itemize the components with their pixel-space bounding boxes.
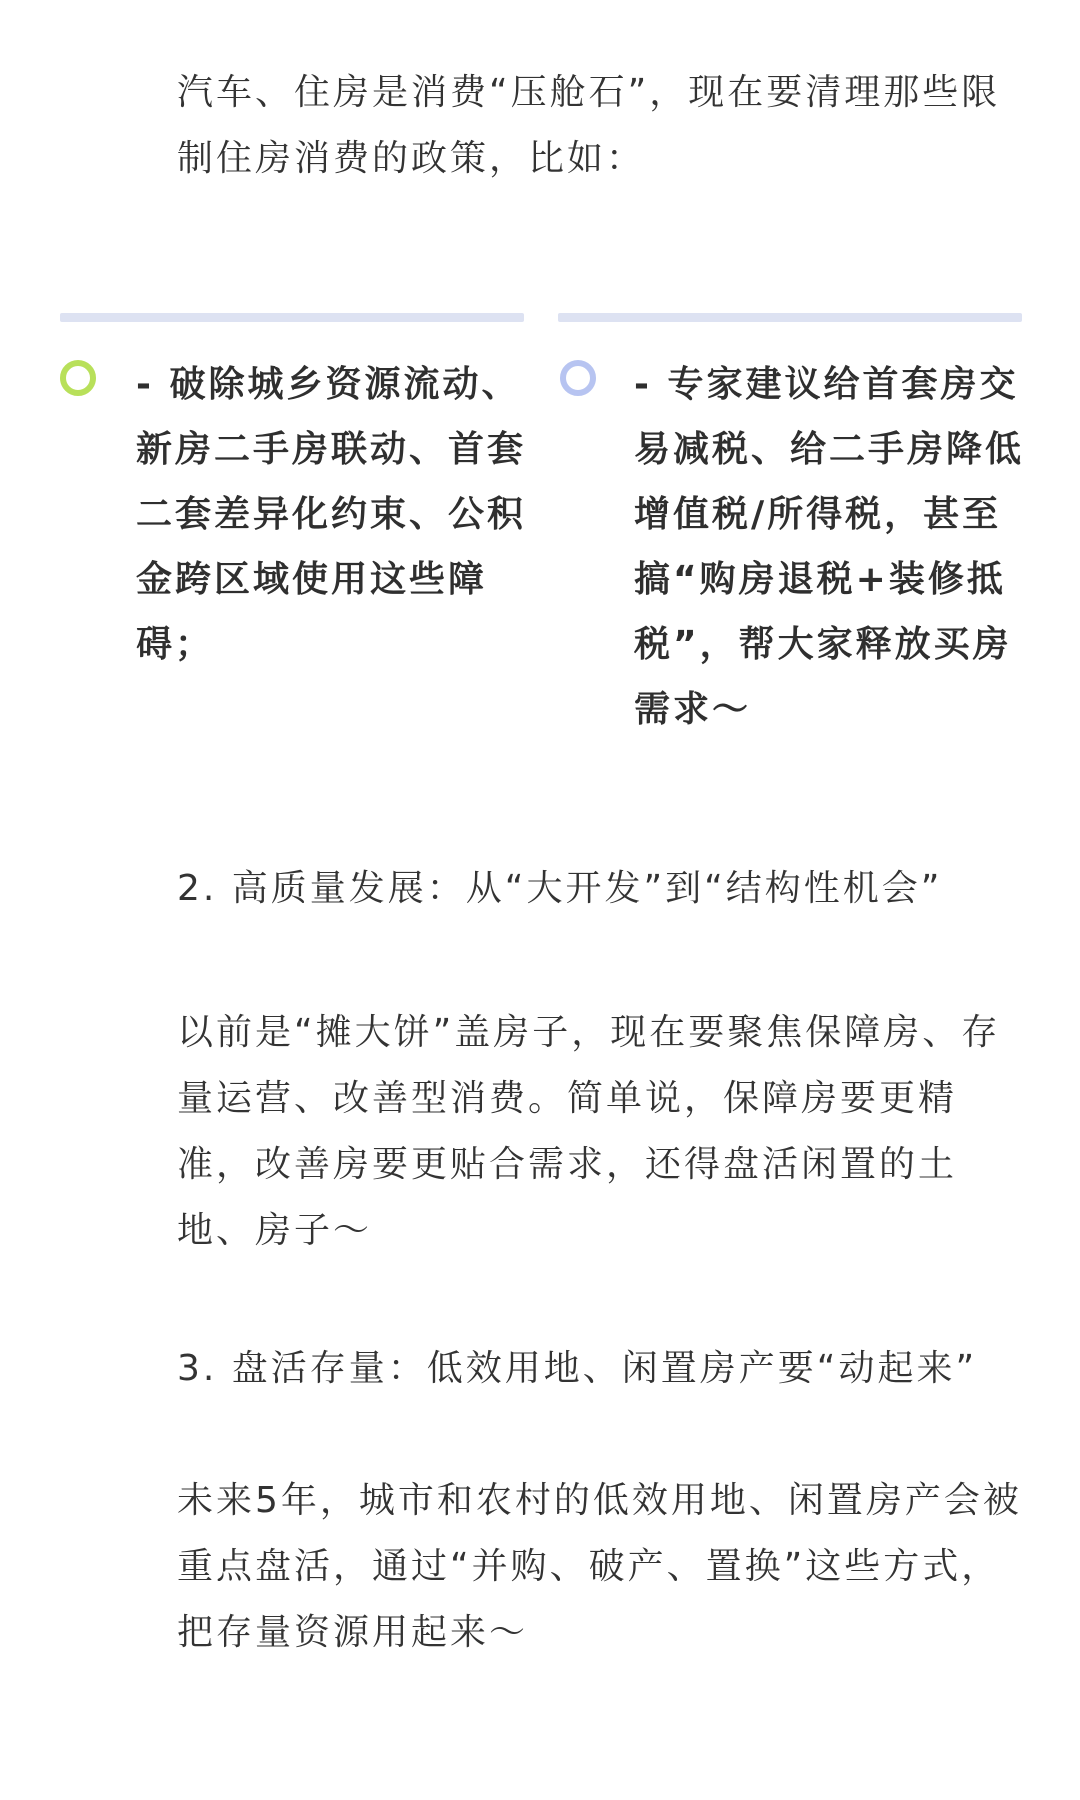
circle-bullet-icon [60, 360, 96, 396]
section-3-paragraph: 未来5年，城市和农村的低效用地、闲置房产会被重点盘活，通过“并购、破产、置换”这些方式，把存量资源用起来～ [177, 1480, 1022, 1653]
section-2-heading: 2. 高质量发展：从“大开发”到“结构性机会” [177, 868, 943, 909]
right-column-divider [558, 313, 1022, 322]
section-2-paragraph: 以前是“摊大饼”盖房子，现在要聚焦保障房、存量运营、改善型消费。简单说，保障房要更精准，改善房要更贴合需求，还得盘活闲置的土地、房子～ [177, 1012, 1001, 1251]
section-3-heading: 3. 盘活存量：低效用地、闲置房产要“动起来” [177, 1348, 978, 1389]
circle-bullet-icon [560, 360, 596, 396]
right-column-text: - 专家建议给首套房交易减税、给二手房降低增值税/所得税，甚至搞“购房退税+装修抵税”，帮大家释放买房需求～ [634, 364, 1025, 730]
intro-paragraph: 汽车、住房是消费“压舱石”，现在要清理那些限制住房消费的政策，比如： [177, 72, 1001, 179]
left-column-divider [60, 313, 524, 322]
left-column-text: - 破除城乡资源流动、新房二手房联动、首套二套差异化约束、公积金跨区域使用这些障碍； [136, 364, 527, 665]
